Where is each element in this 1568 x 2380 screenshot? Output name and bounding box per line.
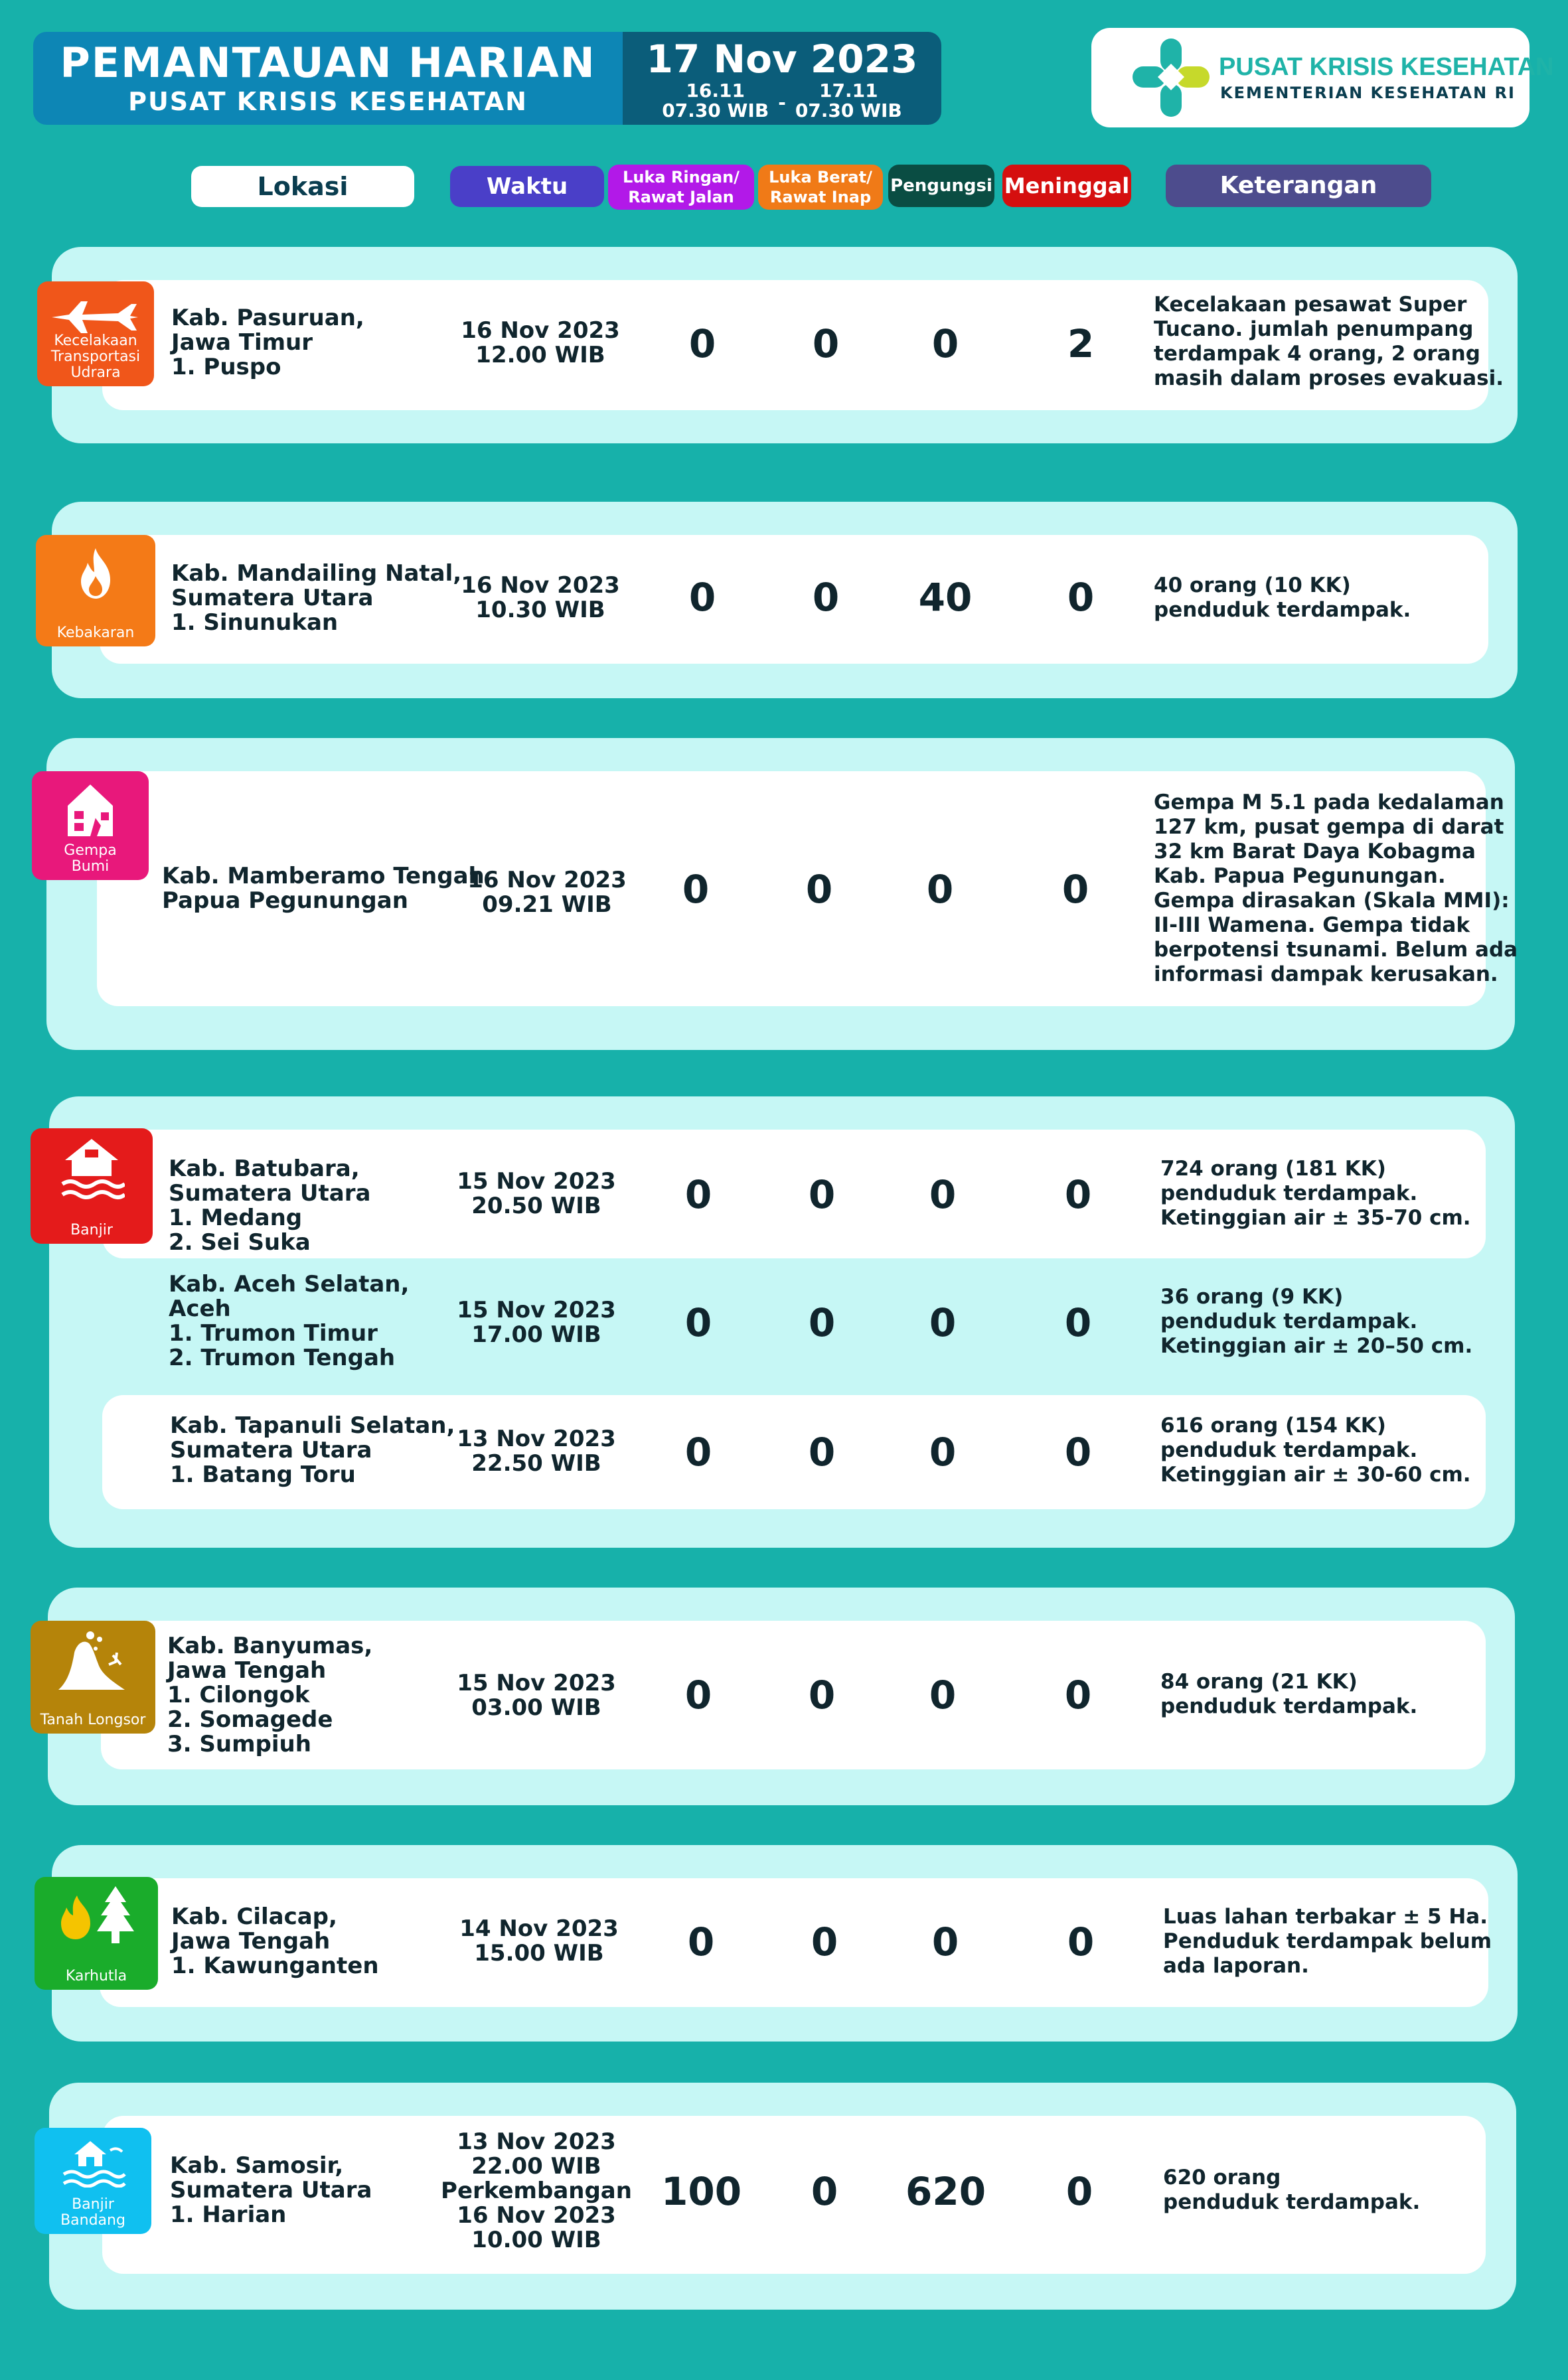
badge-label — [35, 2197, 151, 2229]
row-pengungsi: 40 — [918, 575, 973, 620]
period-start-time: 07.30 WIB — [662, 100, 769, 121]
badge-line: Udrara — [70, 364, 121, 381]
row-luka-ringan: 0 — [684, 1430, 712, 1475]
column-label: Rawat Inap — [769, 188, 872, 206]
row-pengungsi: 0 — [926, 867, 954, 912]
badge-label — [37, 333, 154, 381]
column-label: Lokasi — [257, 172, 349, 201]
column-header-pengungsi — [888, 165, 994, 207]
row-description: 616 orang (154 KK) penduduk terdampak. Ketinggian air ± 30-60 cm. — [1160, 1414, 1471, 1487]
badge-earthquake — [32, 771, 149, 880]
row-luka-berat: 0 — [808, 1300, 836, 1345]
badge-air-accident — [37, 281, 154, 386]
row-description: 724 orang (181 KK) penduduk terdampak. Ketinggian air ± 35-70 cm. — [1160, 1157, 1471, 1230]
badge-landslide — [31, 1621, 155, 1734]
row-luka-ringan: 0 — [688, 575, 716, 620]
row-luka-ringan: 0 — [687, 1919, 715, 1965]
row-time: 15 Nov 2023 17.00 WIB — [457, 1297, 616, 1348]
badge-fire — [36, 535, 155, 646]
badge-label — [36, 625, 155, 641]
row-luka-berat: 0 — [812, 575, 840, 620]
row-luka-ringan: 0 — [684, 1673, 712, 1718]
report-subtitle: PUSAT KRISIS KESEHATAN — [128, 87, 528, 116]
fire-icon — [76, 547, 116, 600]
row-meninggal: 0 — [1061, 867, 1089, 912]
column-header-waktu — [450, 166, 604, 207]
airplane-icon — [49, 297, 142, 337]
row-meninggal: 2 — [1067, 321, 1095, 366]
row-time: 16 Nov 2023 09.21 WIB — [467, 867, 627, 918]
row-time: 15 Nov 2023 03.00 WIB — [457, 1670, 616, 1721]
period-end-time: 07.30 WIB — [795, 100, 902, 121]
column-label: Waktu — [486, 173, 568, 200]
health-crisis-logo-icon — [1131, 37, 1211, 118]
column-label: Luka Ringan/ — [623, 168, 740, 186]
row-luka-ringan: 0 — [682, 867, 710, 912]
row-meninggal: 0 — [1064, 1300, 1092, 1345]
row-meninggal: 0 — [1064, 1172, 1092, 1217]
period-start-date: 16.11 — [686, 80, 745, 102]
landslide-icon — [52, 1629, 131, 1695]
badge-line: Banjir — [72, 2196, 114, 2213]
badge-line: Gempa — [64, 842, 117, 859]
badge-line: Kebakaran — [56, 625, 135, 641]
row-luka-berat: 0 — [808, 1430, 836, 1475]
row-location: Kab. Mandailing Natal, Sumatera Utara 1. Sinunukan — [171, 560, 462, 636]
column-label: Keterangan — [1219, 172, 1377, 199]
logo-line-2: KEMENTERIAN KESEHATAN RI — [1220, 84, 1516, 102]
row-pengungsi: 0 — [929, 1430, 957, 1475]
column-label: Luka Berat/ — [769, 168, 872, 186]
column-label: Meninggal — [1004, 173, 1130, 198]
earthquake-icon — [64, 779, 117, 839]
row-location: Kab. Pasuruan, Jawa Timur 1. Puspo — [171, 305, 364, 380]
row-description: Kecelakaan pesawat Super Tucano. jumlah penumpang terdampak 4 orang, 2 orang masih dalam proses evakuasi. — [1154, 293, 1504, 390]
row-pengungsi: 620 — [905, 2169, 986, 2214]
row-time: 15 Nov 2023 20.50 WIB — [457, 1168, 616, 1219]
row-time: 16 Nov 2023 12.00 WIB — [461, 317, 620, 368]
row-luka-berat: 0 — [808, 1673, 836, 1718]
row-luka-berat: 0 — [808, 1172, 836, 1217]
row-time: 14 Nov 2023 15.00 WIB — [459, 1915, 619, 1967]
logo-line-1: PUSAT KRISIS KESEHATAN — [1219, 53, 1554, 81]
row-meninggal: 0 — [1065, 2169, 1093, 2214]
flood-icon — [58, 1135, 125, 1201]
row-pengungsi: 0 — [931, 321, 959, 366]
period-separator: - — [778, 92, 786, 113]
row-location: Kab. Tapanuli Selatan, Sumatera Utara 1. Batang Toru — [170, 1412, 455, 1488]
report-date: 17 Nov 2023 — [646, 37, 918, 82]
row-location: Kab. Mamberamo Tengah Papua Pegunungan — [162, 863, 485, 914]
badge-line: Transportasi — [50, 348, 141, 365]
badge-line: Karhutla — [65, 1968, 127, 1984]
row-luka-ringan: 0 — [684, 1300, 712, 1345]
column-label: Pengungsi — [890, 176, 992, 196]
column-header-meninggal — [1002, 165, 1131, 207]
row-time: 13 Nov 2023 22.50 WIB — [457, 1426, 616, 1477]
row-luka-berat: 0 — [811, 2169, 838, 2214]
badge-line: Bumi — [71, 858, 110, 875]
row-pengungsi: 0 — [931, 1919, 959, 1965]
badge-line: Tanah Longsor — [40, 1712, 146, 1728]
row-meninggal: 0 — [1064, 1673, 1092, 1718]
period-end-date: 17.11 — [819, 80, 878, 102]
forest-fire-icon — [50, 1882, 143, 1949]
column-header-luka-berat — [758, 165, 883, 210]
report-period — [623, 81, 941, 121]
row-luka-berat: 0 — [805, 867, 833, 912]
row-pengungsi: 0 — [929, 1300, 957, 1345]
badge-line: Bandang — [60, 2212, 125, 2229]
row-luka-ringan: 0 — [684, 1172, 712, 1217]
row-location: Kab. Batubara, Sumatera Utara 1. Medang 2. Sei Suka — [169, 1155, 371, 1256]
row-location: Kab. Samosir, Sumatera Utara 1. Harian — [170, 2152, 372, 2228]
header-title-block — [33, 32, 623, 125]
row-pengungsi: 0 — [929, 1673, 957, 1718]
row-meninggal: 0 — [1067, 575, 1095, 620]
column-header-lokasi — [191, 166, 414, 207]
row-description: 36 orang (9 KK) penduduk terdampak. Ketinggian air ± 20–50 cm. — [1160, 1285, 1473, 1358]
flash-flood-icon — [60, 2134, 126, 2188]
row-time: 13 Nov 2023 22.00 WIB Perkembangan 16 Nov 2023 10.00 WIB — [441, 2128, 632, 2253]
row-time: 16 Nov 2023 10.30 WIB — [461, 572, 620, 623]
badge-line: Banjir — [70, 1222, 113, 1238]
row-pengungsi: 0 — [929, 1172, 957, 1217]
column-label: Rawat Jalan — [628, 188, 734, 206]
row-description: 40 orang (10 KK) penduduk terdampak. — [1154, 573, 1411, 622]
badge-flash-flood — [35, 2128, 151, 2234]
row-description: Luas lahan terbakar ± 5 Ha. Penduduk terdampak belum ada laporan. — [1163, 1905, 1492, 1978]
report-title: PEMANTAUAN HARIAN — [60, 38, 596, 87]
row-description: 620 orang penduduk terdampak. — [1163, 2166, 1421, 2214]
column-header-luka-ringan — [608, 165, 754, 210]
row-location: Kab. Cilacap, Jawa Tengah 1. Kawunganten — [171, 1903, 379, 1979]
row-description: 84 orang (21 KK) penduduk terdampak. — [1160, 1670, 1418, 1718]
badge-forest-fire — [35, 1877, 158, 1990]
row-meninggal: 0 — [1064, 1430, 1092, 1475]
badge-label — [35, 1969, 158, 1984]
badge-line: Kecelakaan — [54, 333, 137, 349]
badge-label — [32, 843, 149, 875]
row-luka-ringan: 100 — [661, 2169, 742, 2214]
badge-flood — [31, 1128, 153, 1244]
row-luka-ringan: 0 — [688, 321, 716, 366]
row-location: Kab. Aceh Selatan, Aceh 1. Trumon Timur 2. Trumon Tengah — [169, 1271, 410, 1371]
row-meninggal: 0 — [1067, 1919, 1095, 1965]
ministry-logo — [1091, 28, 1554, 127]
row-description: Gempa M 5.1 pada kedalaman 127 km, pusat gempa di darat 32 km Barat Daya Kobagma Kab. Papua Pegunungan. Gempa dirasakan (Skala MMI): II-III Wamena. Gempa tidak berpotensi tsunami. Belum ada informasi dampak kerusakan. — [1154, 790, 1518, 986]
header-date-block — [623, 32, 941, 125]
badge-label — [31, 1223, 153, 1238]
column-header-keterangan — [1166, 165, 1431, 207]
report-header — [33, 32, 941, 125]
badge-label — [31, 1712, 155, 1728]
row-luka-berat: 0 — [811, 1919, 838, 1965]
row-location: Kab. Banyumas, Jawa Tengah 1. Cilongok 2. Somagede 3. Sumpiuh — [167, 1633, 373, 1757]
row-luka-berat: 0 — [812, 321, 840, 366]
